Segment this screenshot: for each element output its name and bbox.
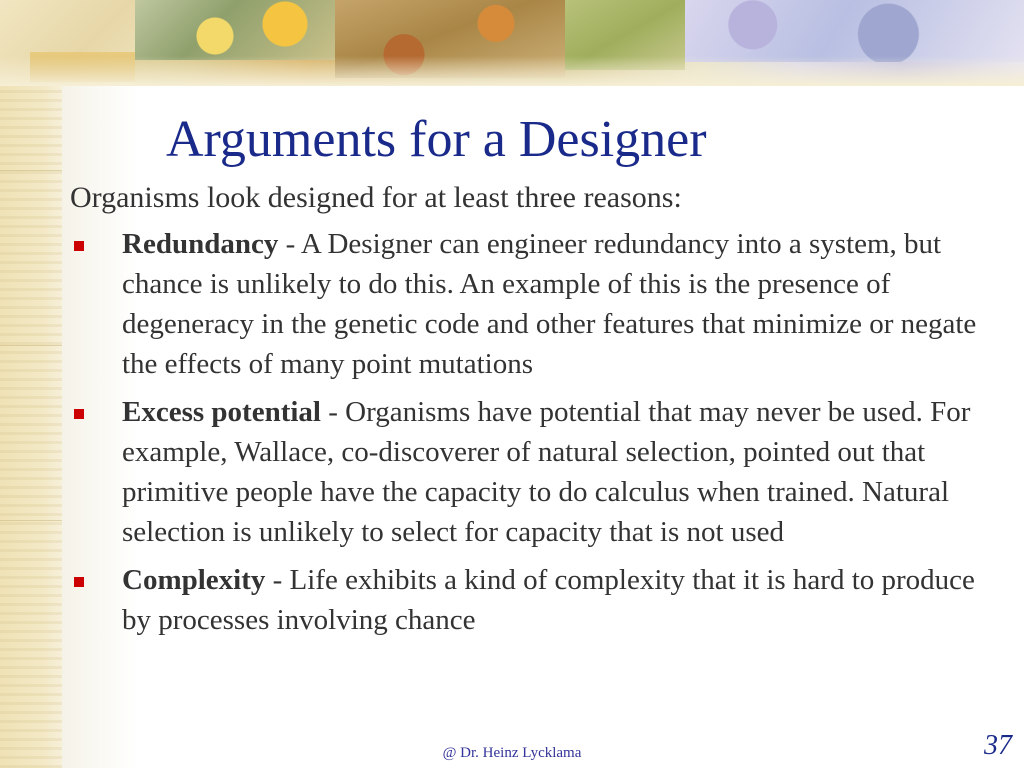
strip-tile <box>0 520 62 691</box>
bullet-term: Excess potential <box>122 396 321 428</box>
slide-title: Arguments for a Designer <box>166 111 707 168</box>
strip-tile <box>0 345 62 516</box>
square-bullet-icon <box>74 241 84 251</box>
slide-footer: @ Dr. Heinz Lycklama <box>442 745 582 761</box>
bullet-item-complexity <box>70 560 1000 640</box>
bullet-item-excess-potential <box>70 392 1000 552</box>
bullet-term: Redundancy <box>122 228 279 260</box>
slide-intro: Organisms look designed for at least three reasons: <box>70 181 682 214</box>
bullet-text: - Life exhibits a kind of complexity that it is hard to produce by processes involving chance <box>122 564 975 636</box>
square-bullet-icon <box>74 577 84 587</box>
bullet-list <box>70 224 1000 648</box>
page-number: 37 <box>984 730 1012 761</box>
banner-leaves-yellow <box>135 0 335 60</box>
bullet-term: Complexity <box>122 564 266 596</box>
bullet-item-redundancy <box>70 224 1000 384</box>
banner-fade <box>0 56 1024 86</box>
square-bullet-icon <box>74 409 84 419</box>
top-decorative-banner <box>0 0 1024 86</box>
strip-tile <box>0 170 62 341</box>
left-decorative-strip <box>0 0 63 768</box>
banner-leaves-blue <box>685 0 1024 62</box>
bullet-text: - A Designer can engineer redundancy into a system, but chance is unlikely to do this. An example of this is the presence of degeneracy in the genetic code and other features that minimize or negate the effects of many point mutations <box>122 228 977 380</box>
bullet-text: - Organisms have potential that may never be used. For example, Wallace, co-discoverer of natural selection, pointed out that primitive people have the capacity to do calculus when trained. Natural selection is unlikely to select for capacity that is not used <box>122 396 971 548</box>
